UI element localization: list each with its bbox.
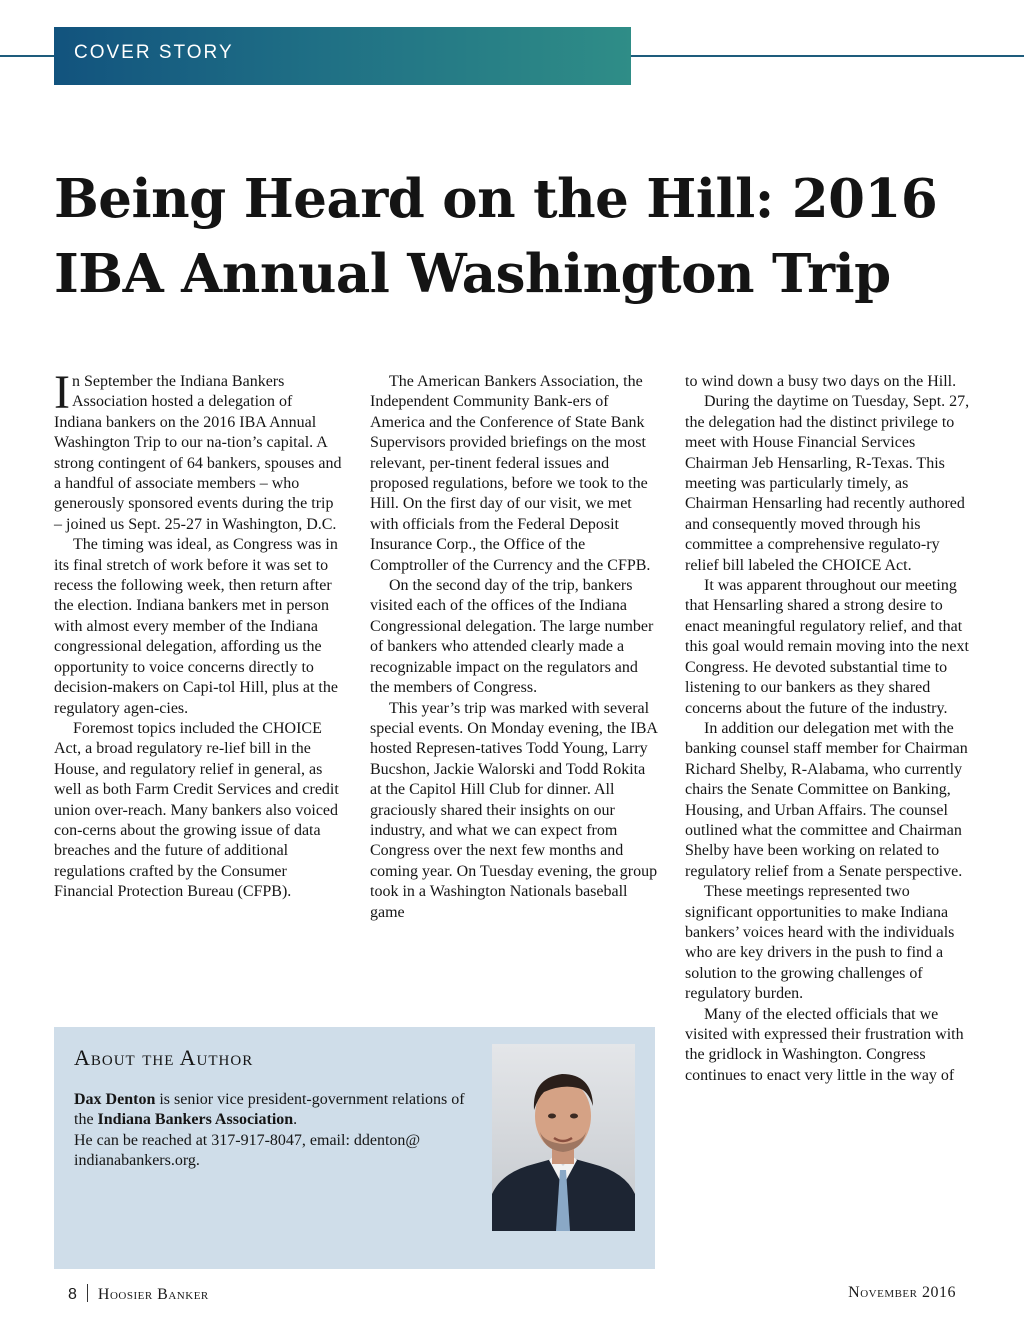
author-bio-text: is senior vice president-government relations of the	[74, 1091, 465, 1129]
section-label: COVER STORY	[74, 42, 234, 63]
paragraph: During the daytime on Tuesday, Sept. 27, the delegation had the distinct privilege to meet with House Financial Services Chairman Jeb Hensarling, R-Texas. This meeting was particularly timely, as Chairman Hensarling had recently authored and consequently moved through his committee a comprehensive regulato-ry relief bill labeled the CHOICE Act.	[685, 393, 970, 574]
paragraph: These meetings represented two significant opportunities to make Indiana bankers’ voices heard with the individuals who are key drivers in the push to find a solution to the growing challenges of regulatory burden.	[685, 883, 955, 1003]
paragraph: The American Bankers Association, the Independent Community Bank-ers of America and the Conference of State Bank Supervisors provided briefings on the most relevant, per-tinent federal issues and proposed regulations, before we took to the Hill. On the first day of our visit, we met with officials from the Federal Deposit Insurance Corp., the Office of the Comptroller of the Currency and the CFPB.	[370, 373, 651, 574]
paragraph: This year’s trip was marked with several special events. On Monday evening, the IBA hosted Represen-tatives Todd Young, Larry Bucshon, Jackie Walorski and Todd Rokita at the Capitol Hill Club for dinner. All graciously shared their insights on our industry, and what we can expect from Congress over the next few months and coming year. On Tuesday evening, the group took in a Washington Nationals baseball game	[370, 699, 658, 921]
paragraph: On the second day of the trip, bankers visited each of the offices of the Indiana Congressional delegation. The large number of bankers who attended clearly made a recognizable impact on the regulators and the members of Congress.	[370, 577, 654, 697]
paragraph: to wind down a busy two days on the Hill.	[685, 373, 957, 390]
paragraph-text: n September the Indiana Bankers Association hosted a delegation of Indiana bankers on the 2016 IBA Annual Washington Trip to our na-tion’s capital. A strong contingent of 64 bankers, spouses and a handful of associate members – who generously sponsored events during the trip – joined us Sept. 25-27 in Washington, D.C.	[54, 373, 342, 533]
header-rule-left	[0, 55, 54, 57]
footer-left	[68, 1284, 209, 1304]
article-column-1	[54, 366, 344, 903]
header-rule-right	[631, 55, 1024, 57]
paragraph: It was apparent throughout our meeting that Hensarling shared a strong desire to enact meaningful regulatory relief, and that this goal would remain moving into the next Congress. He devoted substantial time to listening to our bankers as they shared concerns about the future of the industry.	[685, 577, 969, 717]
author-portrait-icon	[492, 1044, 635, 1231]
article-column-2	[370, 372, 660, 923]
author-bio	[74, 1090, 479, 1172]
about-author-box	[54, 1027, 655, 1269]
paragraph: The timing was ideal, as Congress was in its final stretch of work before it was set to recess the following week, then return after the election. Indiana bankers met in person with almost every member of the Indiana congressional delegation, affording us the opportunity to voice concerns directly to decision-makers on Capi-tol Hill, plus at the regulatory agen-cies.	[54, 536, 338, 717]
author-name: Dax Denton	[74, 1091, 156, 1108]
paragraph: Many of the elected officials that we visited with expressed their frustration with the gridlock in Washington. Congress continues to enact very little in the way of	[685, 1005, 964, 1084]
author-organization: Indiana Bankers Association	[97, 1111, 294, 1129]
drop-cap: I	[54, 366, 70, 419]
footer-right	[848, 1284, 956, 1302]
article-column-3	[685, 372, 975, 1086]
paragraph	[54, 366, 344, 535]
footer-divider	[87, 1284, 88, 1302]
issue-date: November 2016	[848, 1284, 956, 1301]
section-banner	[54, 27, 631, 85]
article-headline: Being Heard on the Hill: 2016 IBA Annual Washington Trip	[54, 168, 938, 305]
author-bio-end: .	[293, 1111, 298, 1129]
about-author-title: About the Author	[74, 1045, 254, 1070]
page-number: 8	[68, 1286, 77, 1303]
author-photo	[492, 1044, 635, 1231]
paragraph: Foremost topics included the CHOICE Act, a broad regulatory re-lief bill in the House, and regulatory relief in general, as well as both Farm Credit Services and credit union over-reach. Many bankers also voiced con-cerns about the growing issue of data breaches and the future of additional regulations crafted by the Consumer Financial Protection Bureau (CFPB).	[54, 719, 339, 901]
publication-name: Hoosier Banker	[97, 1286, 209, 1303]
author-contact: He can be reached at 317-917-8047, email: ddenton@ indianabankers.org.	[74, 1131, 421, 1170]
paragraph: In addition our delegation met with the banking counsel staff member for Chairman Richard Shelby, R-Alabama, who currently chairs the Senate Committee on Banking, Housing, and Urban Affairs. The counsel outlined what the committee and Chairman Shelby have been working on related to regulatory relief from a Senate perspective.	[685, 719, 968, 880]
